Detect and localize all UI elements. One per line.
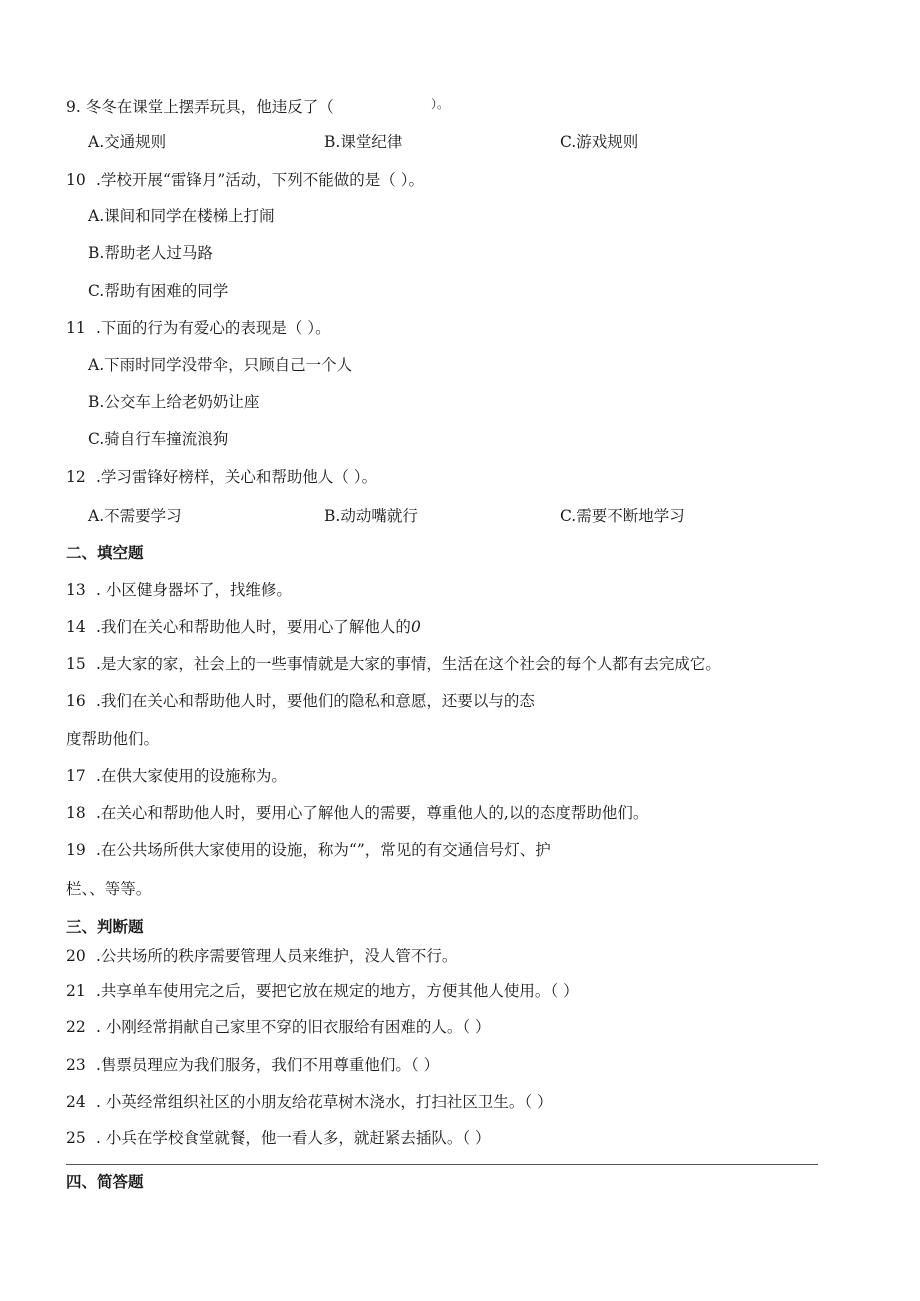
question-15 (66, 654, 721, 674)
question-text: .在供大家使用的设施称为。 (96, 767, 287, 785)
question-number: 9. (66, 98, 81, 116)
question-text: .在公共场所供大家使用的设施，称为“”，常见的有交通信号灯、护 (96, 841, 551, 859)
question-text: .学校开展“雷锋月”活动，下列不能做的是（ ）。 (96, 171, 424, 189)
option-c[interactable]: C.游戏规则 (560, 133, 639, 151)
question-number: 23 (66, 1056, 86, 1074)
question-number: 10 (66, 171, 86, 189)
question-10 (66, 170, 424, 190)
question-text: .学习雷锋好榜样，关心和帮助他人（ ）。 (96, 468, 378, 486)
option-c[interactable]: C.需要不断地学习 (560, 507, 685, 525)
section-heading-fill-in: 二、填空题 (66, 544, 144, 562)
question-13 (66, 580, 292, 600)
question-25 (66, 1128, 491, 1148)
option-a[interactable]: A.交通规则 (88, 133, 167, 151)
option-b[interactable]: B.动动嘴就行 (324, 507, 418, 525)
question-text: 冬冬在课堂上摆弄玩具，他违反了（ (85, 98, 334, 116)
question-text: .公共场所的秩序需要管理人员来维护，没人管不行。 (96, 947, 458, 965)
question-21 (66, 981, 579, 1001)
question-text: .我们在关心和帮助他人时，要用心了解他人的 (96, 618, 411, 636)
option-b[interactable]: B.课堂纪律 (324, 133, 403, 151)
question-number: 21 (66, 982, 86, 1000)
question-11 (66, 318, 331, 338)
option-a[interactable]: A.不需要学习 (88, 507, 182, 525)
question-number: 16 (66, 692, 86, 710)
question-text: . 小区健身器坏了，找维修。 (96, 581, 292, 599)
question-text: . 小英经常组织社区的小朋友给花草树木浇水，打扫社区卫生。（ ） (96, 1093, 553, 1111)
question-number: 11 (66, 319, 86, 337)
question-number: 13 (66, 581, 86, 599)
question-20 (66, 946, 457, 966)
question-9 (66, 97, 334, 117)
section-heading-true-false: 三、判断题 (66, 918, 144, 936)
question-text: .售票员理应为我们服务，我们不用尊重他们。（ ） (96, 1056, 440, 1074)
option-c[interactable]: C.骑自行车撞流浪狗 (88, 430, 229, 448)
question-9-close: ）。 (431, 97, 450, 111)
question-16-continued: 度帮助他们。 (66, 730, 160, 748)
question-text: . 小刚经常捐献自己家里不穿的旧衣服给有困难的人。（ ） (96, 1018, 491, 1036)
option-a[interactable]: A.课间和同学在楼梯上打闹 (88, 207, 275, 225)
question-number: 19 (66, 841, 86, 859)
question-number: 22 (66, 1018, 86, 1036)
option-a[interactable]: A.下雨时同学没带伞，只顾自己一个人 (88, 356, 353, 374)
question-14 (66, 617, 421, 637)
question-text: .下面的行为有爱心的表现是（ ）。 (96, 319, 331, 337)
question-number: 14 (66, 618, 86, 636)
question-number: 15 (66, 655, 86, 673)
section-divider (66, 1164, 818, 1165)
question-number: 24 (66, 1093, 86, 1111)
question-text: . 小兵在学校食堂就餐，他一看人多，就赶紧去插队。（ ） (96, 1129, 491, 1147)
question-18 (66, 803, 648, 823)
option-b[interactable]: B.公交车上给老奶奶让座 (88, 393, 260, 411)
question-12 (66, 467, 377, 487)
question-19 (66, 840, 551, 860)
option-c[interactable]: C.帮助有困难的同学 (88, 282, 229, 300)
question-number: 20 (66, 947, 86, 965)
question-text: .共享单车使用完之后，要把它放在规定的地方，方便其他人使用。（ ） (96, 982, 579, 1000)
question-24 (66, 1092, 553, 1112)
question-text: .在关心和帮助他人时，要用心了解他人的需要，尊重他人的,以的态度帮助他们。 (96, 804, 649, 822)
question-text: .我们在关心和帮助他人时，要他们的隐私和意愿，还要以与的态 (96, 692, 535, 710)
question-22 (66, 1017, 491, 1037)
question-tail: 0 (410, 618, 421, 636)
question-number: 25 (66, 1129, 86, 1147)
question-17 (66, 766, 287, 786)
question-number: 17 (66, 767, 86, 785)
question-number: 18 (66, 804, 86, 822)
question-23 (66, 1055, 439, 1075)
question-19-continued: 栏、、等等。 (66, 880, 152, 898)
question-text: .是大家的家，社会上的一些事情就是大家的事情，生活在这个社会的每个人都有去完成它。 (96, 655, 721, 673)
option-b[interactable]: B.帮助老人过马路 (88, 244, 213, 262)
question-16 (66, 691, 535, 711)
question-number: 12 (66, 468, 86, 486)
section-heading-short-answer: 四、简答题 (66, 1173, 144, 1191)
